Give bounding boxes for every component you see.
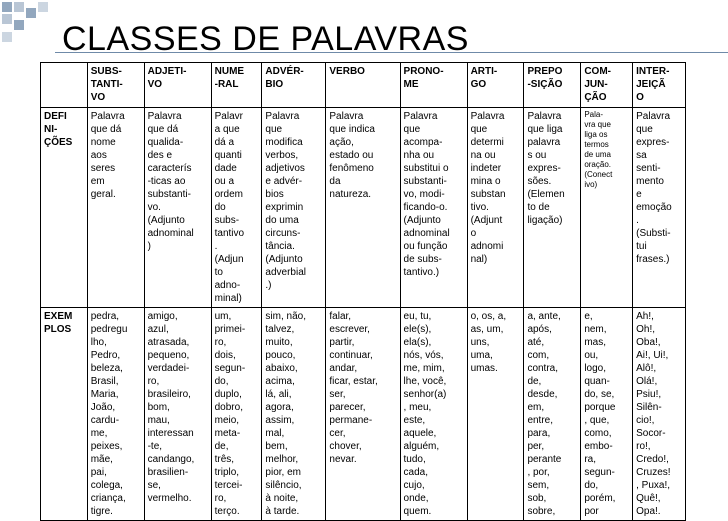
examples-row	[41, 308, 686, 521]
header-cell-pronome: PRONO- ME	[400, 63, 467, 108]
header-cell-adverbio: ADVÉR- BIO	[262, 63, 326, 108]
definition-cell: Palavra que indica ação, estado ou fenômeno da natureza.	[326, 108, 400, 308]
example-cell: um, primei- ro, dois, segun- do, duplo, dobro, meio, meta- de, três, triplo, tercei- ro, terço.	[211, 308, 262, 521]
header-cell-substantivo: SUBS- TANTI- VO	[87, 63, 144, 108]
example-cell: o, os, a, as, um, uns, uma, umas.	[467, 308, 524, 521]
definition-cell: Pala- vra que liga os termos de uma oração. (Conect ivo)	[581, 108, 633, 308]
square-shape	[2, 2, 12, 12]
row-label-exemplos: EXEM PLOS	[41, 308, 88, 521]
square-shape	[38, 2, 48, 12]
header-cell-numeral: NUME -RAL	[211, 63, 262, 108]
example-cell: amigo, azul, atrasada, pequeno, verdadei- ro, brasileiro, bom, mau, interessan -te, candango, brasilien- se, vermelho.	[144, 308, 211, 521]
header-cell-adjetivo: ADJETI- VO	[144, 63, 211, 108]
square-shape	[26, 8, 36, 18]
definition-cell: Palavra que dá nome aos seres em geral.	[87, 108, 144, 308]
square-shape	[2, 14, 12, 24]
example-cell: Ah!, Oh!, Oba!, Ai!, Ui!, Alô!, Olá!, Psiu!, Silên- cio!, Socor- ro!, Credo!, Cruzes! , Puxa!, Quê!, Opa!.	[633, 308, 686, 521]
definition-cell: Palavra que dá qualida- des e caracterís -ticas ao substanti- vo. (Adjunto adnominal )	[144, 108, 211, 308]
definition-cell: Palavra que modifica verbos, adjetivos e advér- bios exprimin do uma circuns- tância. (Adjunto adverbial .)	[262, 108, 326, 308]
slide-title: CLASSES DE PALAVRAS	[62, 20, 469, 58]
header-cell-interjeicao: INTER- JEIÇÃ O	[633, 63, 686, 108]
example-cell: eu, tu, ele(s), ela(s), nós, vós, me, mim, lhe, você, senhor(a) , meu, este, aquele, alguém, tudo, cada, cujo, onde, quem.	[400, 308, 467, 521]
square-shape	[2, 32, 12, 42]
header-row	[41, 63, 686, 108]
example-cell: falar, escrever, partir, continuar, andar, ficar, estar, ser, parecer, permane- cer, chover, nevar.	[326, 308, 400, 521]
definitions-row	[41, 108, 686, 308]
definition-cell: Palavra que acompa- nha ou substitui o substanti- vo, modi- ficando-o. (Adjunto adnominal ou função de subs- tantivo.)	[400, 108, 467, 308]
example-cell: e, nem, mas, ou, logo, quan- do, se, porque , que, como, embo- ra, segun- do, porém, por	[581, 308, 633, 521]
example-cell: a, ante, após, até, com, contra, de, desde, em, entre, para, per, perante , por, sem, sob, sobre,	[524, 308, 581, 521]
definition-cell: Palavra que expres- sa senti- mento e emoção . (Substi- tui frases.)	[633, 108, 686, 308]
title-rule	[55, 52, 728, 53]
row-label-definicoes: DEFI NI- ÇÕES	[41, 108, 88, 308]
definition-cell: Palavra que determi na ou indeter mina o substan tivo. (Adjunt o adnomi nal)	[467, 108, 524, 308]
definition-cell: Palavr a que dá a quanti dade ou a ordem do subs- tantivo . (Adjun to adno- minal)	[211, 108, 262, 308]
header-cell-verbo: VERBO	[326, 63, 400, 108]
header-cell-conjuncao: COM- JUN- ÇÃO	[581, 63, 633, 108]
definition-cell: Palavra que liga palavra s ou expres- sões. (Elemen to de ligação)	[524, 108, 581, 308]
header-cell-preposicao: PREPO -SIÇÃO	[524, 63, 581, 108]
square-shape	[14, 20, 24, 30]
header-cell-artigo: ARTI- GO	[467, 63, 524, 108]
example-cell: sim, não, talvez, muito, pouco, abaixo, acima, lá, ali, agora, assim, mal, bem, melhor, pior, em silêncio, à noite, à tarde.	[262, 308, 326, 521]
header-cell-corner	[41, 63, 88, 108]
example-cell: pedra, pedregu lho, Pedro, beleza, Brasil, Maria, João, cardu- me, peixes, mãe, pai, colega, criança, tigre.	[87, 308, 144, 521]
square-shape	[14, 2, 24, 12]
word-classes-table	[40, 62, 686, 521]
